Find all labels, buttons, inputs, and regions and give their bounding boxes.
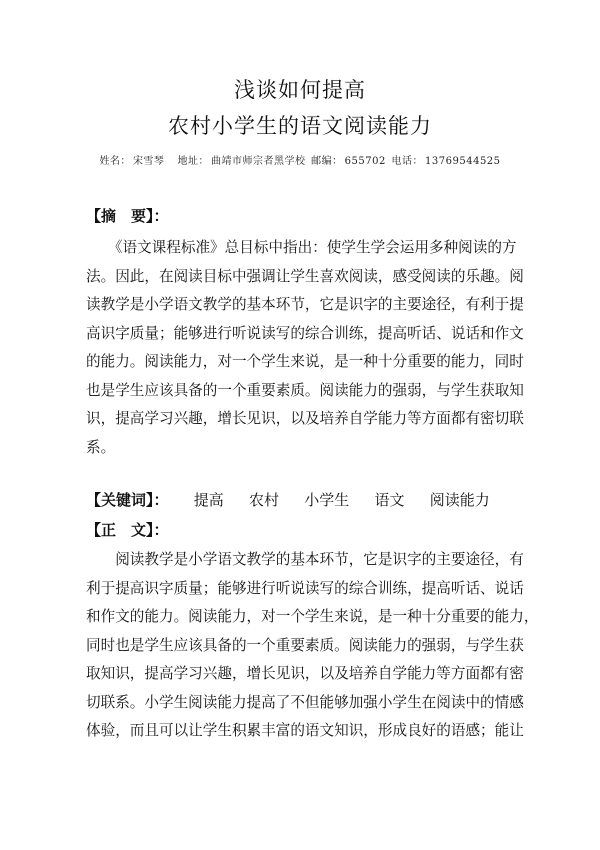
phone-value: 13769544525 [425,156,501,167]
abstract-line: 系。 [86,438,116,456]
body-line: 体验，而且可以让学生积累丰富的语文知识，形成良好的语感；能让 [86,722,524,739]
phone-label: 电话： [391,156,424,167]
abstract-line: 的能力。阅读能力，对一个学生来说，是一种十分重要的能力，同时 [86,353,524,370]
abstract-line: 识，提高学习兴趣，增长见识，以及培养自学能力等方面都有密切联 [86,410,524,427]
address-value: 曲靖市师宗者黑学校 [210,156,306,167]
title-line-2: 农村小学生的语文阅读能力 [168,114,432,138]
abstract-line: 法。因此，在阅读目标中强调让学生喜欢阅读，感受阅读的乐趣。阅 [86,267,524,285]
author-name-label: 姓名： [99,156,131,167]
abstract-line: 《语文课程标准》总目标中指出：使学生学会运用多种阅读的方 [86,239,517,256]
author-name: 宋雪琴 [132,156,165,167]
address-label: 地址： [177,156,209,167]
body-line: 利于提高识字质量；能够进行听说读写的综合训练，提高听话、说话 [86,579,524,597]
abstract-line: 读教学是小学语文教学的基本环节，它是识字的主要途径，有利于提 [86,296,524,313]
author-info-line [0,152,600,167]
abstract-line: 也是学生应该具备的一个重要素质。阅读能力的强弱，与学生获取知 [86,381,524,399]
keyword: 农村 [249,491,280,509]
body-line: 阅读教学是小学语文教学的基本环节，它是识字的主要途径，有 [86,551,524,568]
keywords-list [194,491,510,509]
keyword: 提高 [193,491,224,509]
postcode-label: 邮编： [311,156,343,167]
keyword: 语文 [374,491,405,509]
keywords-heading: 【关键词】： [86,491,169,509]
body-line: 取知识，提高学习兴趣，增长见识，以及培养自学能力等方面都有密 [86,665,524,682]
abstract-text [86,234,524,462]
body-heading: 【正 文】： [86,521,169,539]
keyword: 小学生 [304,491,350,509]
title-line-1: 浅谈如何提高 [234,78,366,102]
abstract-heading: 【摘 要】： [86,207,169,225]
body-line: 同时也是学生应该具备的一个重要素质。阅读能力的强弱，与学生获 [86,636,524,654]
keywords-row [86,489,510,510]
body-line: 和作文的能力。阅读能力，对一个学生来说，是一种十分重要的能力， [86,608,539,625]
keyword: 阅读能力 [429,491,490,509]
postcode-value: 655702 [344,156,386,167]
abstract-line: 高识字质量；能够进行听说读写的综合训练，提高听话、说话和作文 [86,324,524,342]
body-text [86,546,539,746]
body-line: 切联系。小学生阅读能力提高了不但能够加强小学生在阅读中的情感 [86,693,524,711]
